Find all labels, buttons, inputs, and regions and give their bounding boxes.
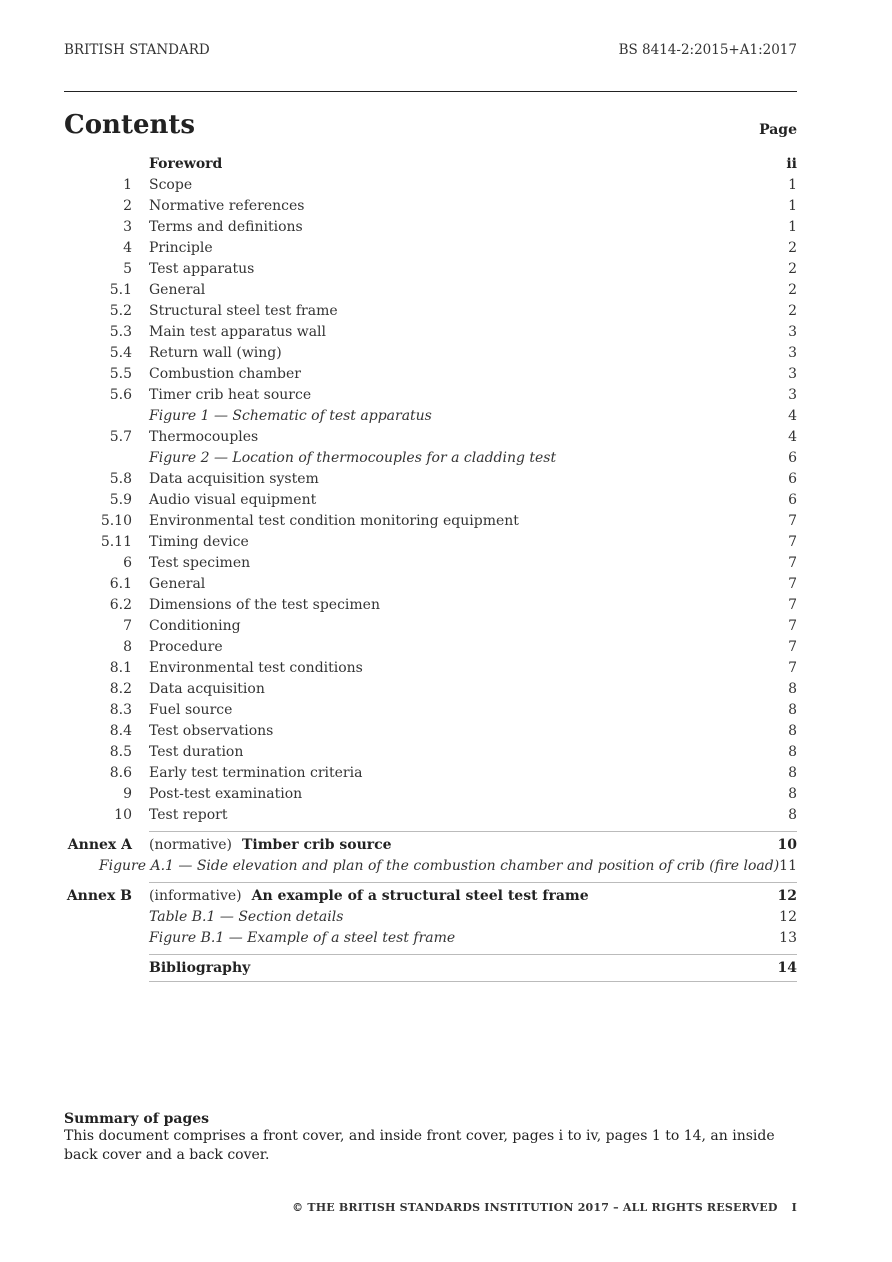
toc-entry-page: 6 [788, 491, 797, 508]
toc-entry-number: 8.4 [109, 722, 132, 739]
toc-entry-number: 4 [123, 239, 132, 256]
toc-annex-heading[interactable] [64, 885, 797, 906]
toc-entry[interactable] [64, 678, 797, 699]
toc-entry-page: 7 [788, 575, 797, 592]
toc-entry-number: 10 [114, 806, 132, 823]
toc-entry-number: 8.5 [109, 743, 132, 760]
toc-entry-page: 2 [788, 302, 797, 319]
toc-entry-page: 4 [788, 407, 797, 424]
toc-entry-number: 8.1 [109, 659, 132, 676]
toc-entry-title: Data acquisition [149, 680, 265, 697]
toc-entry-page: 3 [788, 386, 797, 403]
toc-entry-title: Environmental test conditions [149, 659, 363, 676]
toc-entry-title: Timer crib heat source [149, 386, 312, 403]
toc-entry-title: Timing device [149, 533, 249, 550]
toc-entry-number: 5.3 [109, 323, 132, 340]
toc-entry-number: 5.9 [109, 491, 132, 508]
toc-entry-number: 2 [123, 197, 132, 214]
toc-entry[interactable] [64, 342, 797, 363]
annex-type: (informative) [149, 887, 242, 904]
toc-entry[interactable] [64, 489, 797, 510]
bibliography-block [149, 954, 797, 982]
header-standard-label: BRITISH STANDARD [64, 42, 210, 58]
toc-entry-page: 1 [788, 176, 797, 193]
toc-entry-number: 5.1 [109, 281, 132, 298]
toc-entry-number: 5.10 [100, 512, 132, 529]
toc-entry-title: Figure 2 — Location of thermocouples for a cladding test [149, 449, 557, 466]
toc-entry-number: 6.1 [109, 575, 132, 592]
toc-entry[interactable] [64, 405, 797, 426]
toc-entry[interactable] [64, 279, 797, 300]
toc-entry[interactable] [64, 531, 797, 552]
toc-entry-page: 7 [788, 659, 797, 676]
toc-entry-number: 5.4 [109, 344, 132, 361]
toc-entry-title: Post-test examination [149, 785, 303, 802]
toc-entry-page: 8 [788, 764, 797, 781]
toc-entry-title: Data acquisition system [149, 470, 319, 487]
toc-entry-title: Combustion chamber [149, 365, 301, 382]
toc-entry-title: Audio visual equipment [149, 491, 317, 508]
footer-copyright: © THE BRITISH STANDARDS INSTITUTION 2017 – ALL RIGHTS RESERVED [292, 1201, 778, 1214]
toc-entry[interactable] [64, 657, 797, 678]
toc-entry-page: 8 [788, 806, 797, 823]
toc-entry-number: 9 [123, 785, 132, 802]
toc-entry[interactable] [64, 510, 797, 531]
header-rule [64, 91, 797, 92]
toc-entry[interactable] [64, 783, 797, 804]
toc-entry-number: 8.2 [109, 680, 132, 697]
page-title: Contents [64, 110, 196, 140]
annex-page: 12 [777, 887, 797, 904]
toc-entry-page: 2 [788, 239, 797, 256]
toc-entry[interactable] [64, 615, 797, 636]
toc-entry-title: Test duration [149, 743, 244, 760]
annex-title-cell [149, 888, 757, 904]
toc-entry-page: 7 [788, 617, 797, 634]
toc-entry[interactable] [64, 594, 797, 615]
toc-entry[interactable] [64, 720, 797, 741]
toc-entry[interactable] [64, 426, 797, 447]
toc-entry[interactable] [64, 384, 797, 405]
toc-entry-title: Return wall (wing) [149, 344, 282, 361]
toc-entry-page: 14 [777, 959, 797, 976]
toc-entry-title: Bibliography [149, 959, 251, 976]
toc-entry-title: Structural steel test frame [149, 302, 338, 319]
toc-entry-number: 8.6 [109, 764, 132, 781]
annex-page: 10 [777, 836, 797, 853]
toc-entry-title: Dimensions of the test specimen [149, 596, 380, 613]
toc-entry[interactable] [64, 468, 797, 489]
toc-entry[interactable] [64, 762, 797, 783]
toc-entry[interactable] [64, 741, 797, 762]
annex-item-page: 11 [779, 857, 797, 874]
toc-annex-item[interactable] [64, 927, 797, 948]
toc-entry-title: Principle [149, 239, 213, 256]
toc-entry-page: 6 [788, 470, 797, 487]
toc-entry[interactable] [64, 216, 797, 237]
toc-entry-page: 3 [788, 323, 797, 340]
summary-text: This document comprises a front cover, and inside front cover, pages i to iv, pages 1 to 14, an inside back cover and a back cover. [64, 1128, 775, 1163]
toc-entry-page: 8 [788, 701, 797, 718]
toc-entry[interactable] [64, 804, 797, 825]
toc-entry-page: ii [786, 155, 797, 172]
toc-entry-page: 6 [788, 449, 797, 466]
header-standard-number: BS 8414-2:2015+A1:2017 [618, 42, 797, 58]
toc-entry[interactable] [64, 300, 797, 321]
toc-entry-number: 5.2 [109, 302, 132, 319]
toc-entry-number: 3 [123, 218, 132, 235]
toc-entry-title: Test observations [149, 722, 274, 739]
toc-entry[interactable] [64, 195, 797, 216]
annex-block [66, 882, 797, 948]
toc-entry-title: Normative references [149, 197, 305, 214]
toc-entry-page: 1 [788, 197, 797, 214]
toc-entry-page: 7 [788, 638, 797, 655]
toc-entry-number: 6.2 [109, 596, 132, 613]
toc-entry[interactable] [64, 573, 797, 594]
toc-entry-title: Test report [149, 806, 228, 823]
annex-item-title: Table B.1 — Section details [149, 908, 344, 925]
toc-entry-title: Scope [149, 176, 193, 193]
toc-annex-heading[interactable] [64, 834, 797, 855]
toc-entry-title: Conditioning [149, 617, 241, 634]
summary-title: Summary of pages [64, 1111, 210, 1127]
annex-item-title: Figure B.1 — Example of a steel test frame [149, 929, 456, 946]
annex-title: An example of a structural steel test frame [251, 887, 589, 904]
annex-label: Annex B [66, 887, 132, 904]
toc-entry-title: Foreword [149, 155, 223, 172]
page-column-label: Page [759, 122, 797, 138]
toc-entry-title: Early test termination criteria [149, 764, 363, 781]
toc-entry-number: 5 [123, 260, 132, 277]
toc-annexes [64, 831, 797, 948]
toc-entry-page: 8 [788, 785, 797, 802]
toc-entry-page: 8 [788, 680, 797, 697]
toc-annex-item[interactable] [64, 855, 797, 876]
toc-entry-title: General [149, 575, 206, 592]
footer [292, 1201, 797, 1214]
toc-entry-bibliography[interactable] [64, 957, 797, 978]
toc-entry-number: 6 [123, 554, 132, 571]
toc-entry-number: 7 [123, 617, 132, 634]
toc-entry-number: 5.7 [109, 428, 132, 445]
toc-entry[interactable] [64, 552, 797, 573]
annex-block [67, 831, 797, 876]
toc-entry-page: 2 [788, 260, 797, 277]
toc-entry-title: Environmental test condition monitoring equipment [149, 512, 519, 529]
toc-entry-page: 3 [788, 365, 797, 382]
toc-entry-title: Figure 1 — Schematic of test apparatus [149, 407, 432, 424]
toc-entry-title: Terms and definitions [149, 218, 303, 235]
toc-entry-title: Test specimen [149, 554, 251, 571]
table-of-contents [64, 153, 797, 982]
toc-entry-number: 8 [123, 638, 132, 655]
toc-entry-title: Main test apparatus wall [149, 323, 327, 340]
annex-item-page: 12 [779, 908, 797, 925]
toc-entry-title: Fuel source [149, 701, 233, 718]
toc-entry-number: 5.8 [109, 470, 132, 487]
toc-entry-page: 7 [788, 512, 797, 529]
annex-item-page: 13 [779, 929, 797, 946]
toc-entry-title: General [149, 281, 206, 298]
toc-entry[interactable] [64, 636, 797, 657]
toc-entry-page: 2 [788, 281, 797, 298]
toc-entry-number: 8.3 [109, 701, 132, 718]
toc-entries [64, 153, 797, 825]
toc-entry-page: 8 [788, 722, 797, 739]
toc-entry-number: 5.11 [100, 533, 132, 550]
annex-title: Timber crib source [241, 836, 392, 853]
toc-entry-number: 5.6 [109, 386, 132, 403]
toc-entry[interactable] [64, 363, 797, 384]
toc-entry-page: 4 [788, 428, 797, 445]
toc-entry[interactable] [64, 699, 797, 720]
toc-entry[interactable] [64, 321, 797, 342]
toc-entry-page: 8 [788, 743, 797, 760]
toc-entry-number: 1 [123, 176, 132, 193]
toc-entry-title: Thermocouples [149, 428, 259, 445]
toc-entry-page: 7 [788, 554, 797, 571]
annex-title-cell [149, 837, 757, 853]
toc-entry[interactable] [64, 153, 797, 174]
summary-of-pages [64, 1111, 797, 1165]
toc-entry-page: 3 [788, 344, 797, 361]
toc-entry-page: 7 [788, 596, 797, 613]
footer-page-number: I [791, 1201, 797, 1214]
toc-entry-title: Test apparatus [149, 260, 255, 277]
toc-entry-page: 1 [788, 218, 797, 235]
annex-item-title: Figure A.1 — Side elevation and plan of the combustion chamber and position of crib (fire load) [98, 857, 780, 874]
annex-label: Annex A [67, 836, 132, 853]
toc-entry[interactable] [64, 447, 797, 468]
toc-annex-item[interactable] [64, 906, 797, 927]
toc-entry[interactable] [64, 237, 797, 258]
annex-type: (normative) [149, 836, 232, 853]
toc-entry[interactable] [64, 174, 797, 195]
toc-entry-page: 7 [788, 533, 797, 550]
toc-entry[interactable] [64, 258, 797, 279]
toc-entry-number: 5.5 [109, 365, 132, 382]
toc-entry-title: Procedure [149, 638, 223, 655]
